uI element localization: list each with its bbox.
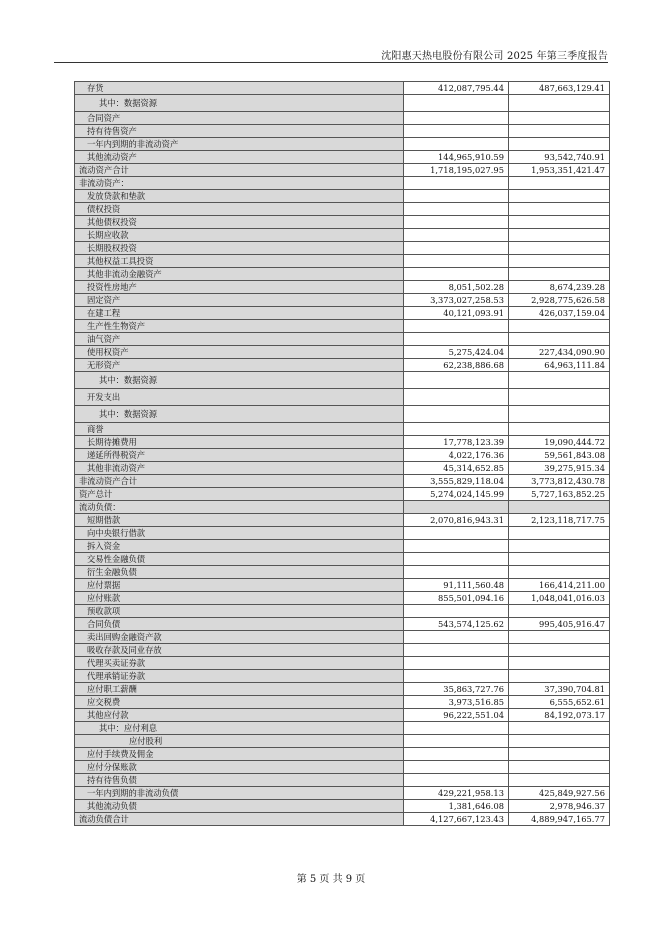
row-label: 一年内到期的非流动资产 <box>75 138 404 151</box>
year-start-value <box>509 735 610 748</box>
period-end-value: 62,238,886.68 <box>404 359 509 372</box>
row-label: 长期应收款 <box>75 229 404 242</box>
year-start-value <box>509 423 610 436</box>
year-start-value: 1,953,351,421.47 <box>509 164 610 177</box>
year-start-value <box>509 566 610 579</box>
period-end-value: 543,574,125.62 <box>404 618 509 631</box>
period-end-value: 1,718,195,027.95 <box>404 164 509 177</box>
year-start-value: 487,663,129.41 <box>509 82 610 95</box>
balance-sheet-table <box>74 81 610 826</box>
period-end-value <box>404 190 509 203</box>
table-row <box>75 722 610 735</box>
year-start-value <box>509 268 610 281</box>
period-end-value: 1,381,646.08 <box>404 800 509 813</box>
period-end-value: 8,051,502.28 <box>404 281 509 294</box>
period-end-value <box>404 735 509 748</box>
row-label: 应交税费 <box>75 696 404 709</box>
period-end-value: 4,127,667,123.43 <box>404 813 509 826</box>
table-row <box>75 406 610 423</box>
row-label: 商誉 <box>75 423 404 436</box>
period-end-value <box>404 540 509 553</box>
table-row <box>75 540 610 553</box>
year-start-value <box>509 216 610 229</box>
row-label: 开发支出 <box>75 389 404 406</box>
period-end-value <box>404 255 509 268</box>
row-label: 一年内到期的非流动负债 <box>75 787 404 800</box>
row-label: 应付分保账款 <box>75 761 404 774</box>
period-end-value <box>404 527 509 540</box>
period-end-value <box>404 501 509 514</box>
year-start-value <box>509 333 610 346</box>
table-row <box>75 268 610 281</box>
table-row <box>75 112 610 125</box>
period-end-value <box>404 566 509 579</box>
period-end-value: 91,111,560.48 <box>404 579 509 592</box>
row-label: 其他应付款 <box>75 709 404 722</box>
year-start-value <box>509 190 610 203</box>
period-end-value <box>404 203 509 216</box>
table-row <box>75 95 610 112</box>
row-label: 代理买卖证券款 <box>75 657 404 670</box>
year-start-value: 2,123,118,717.75 <box>509 514 610 527</box>
period-end-value <box>404 406 509 423</box>
row-label: 其他非流动金融资产 <box>75 268 404 281</box>
row-label: 发放贷款和垫款 <box>75 190 404 203</box>
header-divider <box>54 62 608 63</box>
row-label: 应付职工薪酬 <box>75 683 404 696</box>
table-row <box>75 307 610 320</box>
year-start-value: 995,405,916.47 <box>509 618 610 631</box>
row-label: 应付手续费及佣金 <box>75 748 404 761</box>
year-start-value <box>509 112 610 125</box>
table-row <box>75 372 610 389</box>
table-row <box>75 709 610 722</box>
period-end-value <box>404 748 509 761</box>
period-end-value <box>404 553 509 566</box>
row-label: 应付票据 <box>75 579 404 592</box>
period-end-value <box>404 774 509 787</box>
table-row <box>75 203 610 216</box>
row-label: 非流动资产： <box>75 177 404 190</box>
row-label: 其他权益工具投资 <box>75 255 404 268</box>
year-start-value <box>509 229 610 242</box>
row-label: 生产性生物资产 <box>75 320 404 333</box>
year-start-value <box>509 95 610 112</box>
period-end-value: 3,373,027,258.53 <box>404 294 509 307</box>
table-row <box>75 514 610 527</box>
period-end-value <box>404 320 509 333</box>
table-row <box>75 359 610 372</box>
period-end-value: 40,121,093.91 <box>404 307 509 320</box>
table-row <box>75 566 610 579</box>
year-start-value <box>509 203 610 216</box>
year-start-value: 5,727,163,852.25 <box>509 488 610 501</box>
table-row <box>75 281 610 294</box>
row-label: 代理承销证券款 <box>75 670 404 683</box>
row-label: 交易性金融负债 <box>75 553 404 566</box>
period-end-value <box>404 372 509 389</box>
year-start-value: 37,390,704.81 <box>509 683 610 696</box>
table-row <box>75 488 610 501</box>
period-end-value <box>404 657 509 670</box>
period-end-value <box>404 125 509 138</box>
period-end-value <box>404 229 509 242</box>
row-label: 油气资产 <box>75 333 404 346</box>
row-label: 向中央银行借款 <box>75 527 404 540</box>
table-row <box>75 255 610 268</box>
year-start-value <box>509 372 610 389</box>
row-label: 持有待售负债 <box>75 774 404 787</box>
table-row <box>75 164 610 177</box>
year-start-value: 4,889,947,165.77 <box>509 813 610 826</box>
period-end-value <box>404 389 509 406</box>
row-label: 其中：数据资源 <box>75 372 404 389</box>
period-end-value: 412,087,795.44 <box>404 82 509 95</box>
page-number: 第 5 页 共 9 页 <box>296 874 366 885</box>
year-start-value <box>509 501 610 514</box>
year-start-value <box>509 527 610 540</box>
table-row <box>75 670 610 683</box>
table-row <box>75 462 610 475</box>
table-row <box>75 501 610 514</box>
period-end-value: 855,501,094.16 <box>404 592 509 605</box>
table-row <box>75 748 610 761</box>
period-end-value <box>404 722 509 735</box>
table-row <box>75 177 610 190</box>
period-end-value: 17,778,123.39 <box>404 436 509 449</box>
period-end-value: 3,973,516.85 <box>404 696 509 709</box>
row-label: 其中：数据资源 <box>75 95 404 112</box>
period-end-value: 35,863,727.76 <box>404 683 509 696</box>
period-end-value: 2,070,816,943.31 <box>404 514 509 527</box>
year-start-value <box>509 242 610 255</box>
year-start-value <box>509 125 610 138</box>
period-end-value <box>404 644 509 657</box>
period-end-value <box>404 268 509 281</box>
year-start-value <box>509 605 610 618</box>
row-label: 预收款项 <box>75 605 404 618</box>
year-start-value <box>509 540 610 553</box>
year-start-value: 2,928,775,626.58 <box>509 294 610 307</box>
period-end-value <box>404 112 509 125</box>
table-row <box>75 436 610 449</box>
table-row <box>75 320 610 333</box>
period-end-value: 429,221,958.13 <box>404 787 509 800</box>
row-label: 其他非流动资产 <box>75 462 404 475</box>
row-label: 存货 <box>75 82 404 95</box>
year-start-value: 1,048,041,016.03 <box>509 592 610 605</box>
row-label: 非流动资产合计 <box>75 475 404 488</box>
row-label: 应付账款 <box>75 592 404 605</box>
table-row <box>75 216 610 229</box>
table-row <box>75 138 610 151</box>
period-end-value: 144,965,910.59 <box>404 151 509 164</box>
table-row <box>75 333 610 346</box>
period-end-value <box>404 216 509 229</box>
year-start-value <box>509 774 610 787</box>
row-label: 其中：数据资源 <box>75 406 404 423</box>
table-row <box>75 631 610 644</box>
table-row <box>75 800 610 813</box>
year-start-value: 227,434,090.90 <box>509 346 610 359</box>
period-end-value <box>404 95 509 112</box>
row-label: 无形资产 <box>75 359 404 372</box>
row-label: 其他债权投资 <box>75 216 404 229</box>
year-start-value: 8,674,239.28 <box>509 281 610 294</box>
year-start-value <box>509 406 610 423</box>
table-row <box>75 346 610 359</box>
year-start-value: 426,037,159.04 <box>509 307 610 320</box>
table-row <box>75 229 610 242</box>
year-start-value <box>509 644 610 657</box>
table-row <box>75 644 610 657</box>
row-label: 流动负债： <box>75 501 404 514</box>
row-label: 长期待摊费用 <box>75 436 404 449</box>
table-row <box>75 389 610 406</box>
table-row <box>75 683 610 696</box>
year-start-value <box>509 761 610 774</box>
period-end-value: 5,274,024,145.99 <box>404 488 509 501</box>
row-label: 资产总计 <box>75 488 404 501</box>
year-start-value <box>509 670 610 683</box>
table-row <box>75 813 610 826</box>
report-header-title: 沈阳惠天热电股份有限公司 2025 年第三季度报告 <box>381 51 608 62</box>
table-row <box>75 553 610 566</box>
period-end-value <box>404 177 509 190</box>
table-row <box>75 82 610 95</box>
period-end-value <box>404 631 509 644</box>
period-end-value <box>404 605 509 618</box>
table-row <box>75 294 610 307</box>
year-start-value <box>509 255 610 268</box>
period-end-value: 3,555,829,118.04 <box>404 475 509 488</box>
table-row <box>75 774 610 787</box>
table-row <box>75 735 610 748</box>
row-label: 递延所得税资产 <box>75 449 404 462</box>
table-row <box>75 787 610 800</box>
row-label: 固定资产 <box>75 294 404 307</box>
row-label: 衍生金融负债 <box>75 566 404 579</box>
period-end-value: 96,222,551.04 <box>404 709 509 722</box>
year-start-value: 6,555,652.61 <box>509 696 610 709</box>
period-end-value <box>404 761 509 774</box>
row-label: 长期股权投资 <box>75 242 404 255</box>
table-row <box>75 579 610 592</box>
table-row <box>75 657 610 670</box>
row-label: 合同资产 <box>75 112 404 125</box>
row-label: 其他流动资产 <box>75 151 404 164</box>
year-start-value: 84,192,073.17 <box>509 709 610 722</box>
row-label: 其他流动负债 <box>75 800 404 813</box>
table-row <box>75 475 610 488</box>
row-label: 投资性房地产 <box>75 281 404 294</box>
period-end-value <box>404 138 509 151</box>
year-start-value <box>509 177 610 190</box>
table-row <box>75 449 610 462</box>
period-end-value: 5,275,424.04 <box>404 346 509 359</box>
balance-sheet-body <box>75 82 610 826</box>
year-start-value <box>509 722 610 735</box>
period-end-value <box>404 333 509 346</box>
period-end-value <box>404 423 509 436</box>
period-end-value <box>404 242 509 255</box>
year-start-value: 39,275,915.34 <box>509 462 610 475</box>
year-start-value: 59,561,843.08 <box>509 449 610 462</box>
year-start-value <box>509 138 610 151</box>
table-row <box>75 592 610 605</box>
table-row <box>75 696 610 709</box>
year-start-value: 93,542,740.91 <box>509 151 610 164</box>
table-row <box>75 761 610 774</box>
year-start-value <box>509 553 610 566</box>
year-start-value: 425,849,927.56 <box>509 787 610 800</box>
row-label: 拆入资金 <box>75 540 404 553</box>
table-row <box>75 618 610 631</box>
year-start-value <box>509 657 610 670</box>
period-end-value <box>404 670 509 683</box>
year-start-value <box>509 631 610 644</box>
period-end-value: 4,022,176.36 <box>404 449 509 462</box>
row-label: 其中：应付利息 <box>75 722 404 735</box>
row-label: 吸收存款及同业存放 <box>75 644 404 657</box>
period-end-value: 45,314,652.85 <box>404 462 509 475</box>
row-label: 合同负债 <box>75 618 404 631</box>
row-label: 短期借款 <box>75 514 404 527</box>
year-start-value <box>509 389 610 406</box>
table-row <box>75 423 610 436</box>
table-row <box>75 242 610 255</box>
row-label: 使用权资产 <box>75 346 404 359</box>
table-row <box>75 125 610 138</box>
year-start-value: 2,978,946.37 <box>509 800 610 813</box>
row-label: 在建工程 <box>75 307 404 320</box>
year-start-value: 64,963,111.84 <box>509 359 610 372</box>
year-start-value <box>509 320 610 333</box>
table-row <box>75 605 610 618</box>
table-row <box>75 151 610 164</box>
year-start-value: 19,090,444.72 <box>509 436 610 449</box>
row-label: 流动负债合计 <box>75 813 404 826</box>
table-row <box>75 527 610 540</box>
year-start-value: 166,414,211.00 <box>509 579 610 592</box>
year-start-value: 3,773,812,430.78 <box>509 475 610 488</box>
row-label: 卖出回购金融资产款 <box>75 631 404 644</box>
table-row <box>75 190 610 203</box>
row-label: 流动资产合计 <box>75 164 404 177</box>
row-label: 持有待售资产 <box>75 125 404 138</box>
row-label: 债权投资 <box>75 203 404 216</box>
year-start-value <box>509 748 610 761</box>
row-label: 应付股利 <box>75 735 404 748</box>
